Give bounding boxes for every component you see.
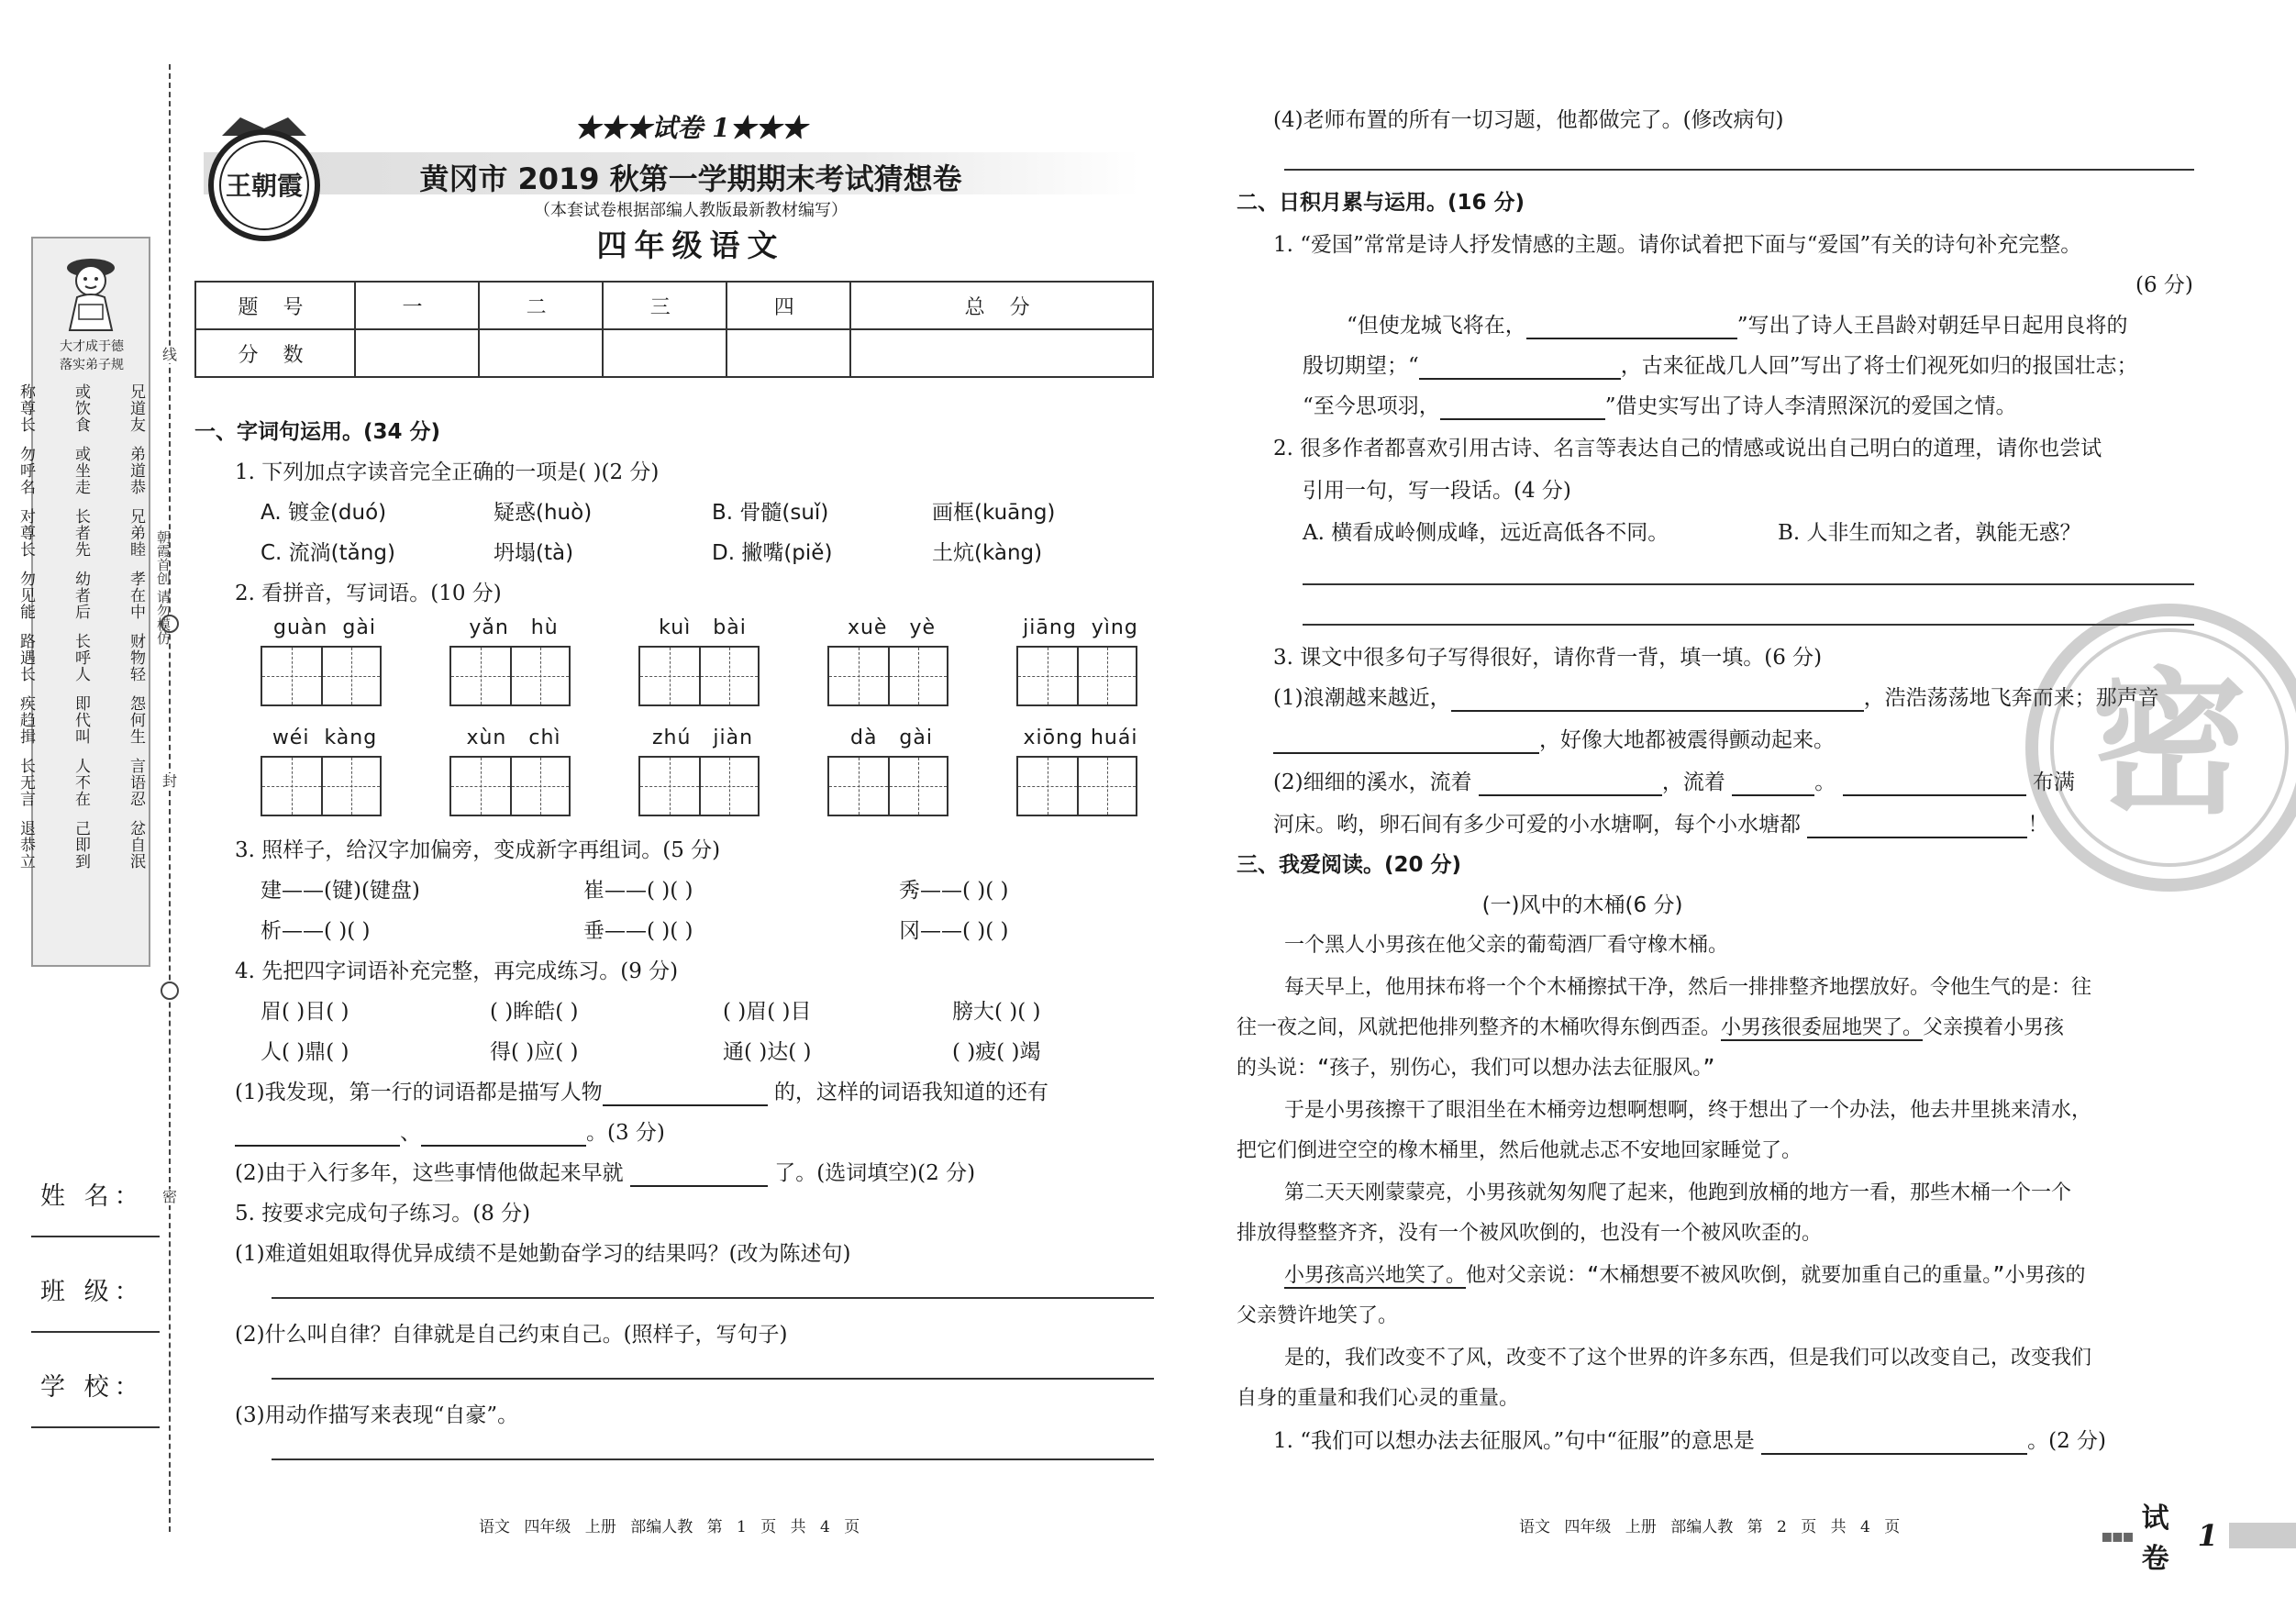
q4-idiom[interactable]: 眉( )目( )	[261, 1000, 349, 1024]
q1-option: 土炕(kàng)	[932, 541, 1043, 565]
pinyin-item[interactable]	[261, 726, 389, 816]
passage-line	[1284, 1262, 2086, 1290]
tianzige-box[interactable]	[449, 756, 571, 816]
answer-blank[interactable]	[1761, 1433, 2027, 1455]
passage-line: 自身的重量和我们心灵的重量。	[1237, 1387, 1520, 1410]
tianzige-box[interactable]	[638, 646, 760, 706]
tianzige-box[interactable]	[827, 756, 948, 816]
answer-line[interactable]	[1303, 583, 2194, 585]
corner-tag-bar	[2229, 1523, 2296, 1548]
tianzige-box[interactable]	[827, 646, 948, 706]
motto-phrase: 人不在	[72, 758, 90, 807]
tianzige-cell[interactable]	[262, 648, 321, 704]
passage-line	[1237, 1015, 2064, 1042]
q1-option: 坍塌(tà)	[494, 541, 574, 565]
tianzige-cell[interactable]	[1077, 758, 1136, 815]
passage-line: 一个黑人小男孩在他父亲的葡萄酒厂看守橡木桶。	[1284, 934, 1729, 957]
table-cell: 二	[479, 282, 603, 329]
motto-phrase: 弟道恭	[127, 446, 145, 495]
underlined-sentence: 小男孩高兴地笑了。	[1284, 1264, 1467, 1287]
answer-blank[interactable]	[603, 1084, 768, 1106]
copyright-note: 朝霞首创 请勿模仿	[155, 529, 172, 645]
answer-blank[interactable]	[1440, 398, 1605, 420]
tianzige-cell[interactable]	[262, 758, 321, 815]
tianzige-cell[interactable]	[321, 648, 380, 704]
poem-text: “但使龙城飞将在，	[1347, 314, 1526, 338]
recite-text: (2)细细的溪水，流着	[1273, 771, 1472, 794]
tianzige-cell[interactable]	[640, 758, 699, 815]
motto-phrase: 路遇长	[17, 633, 35, 682]
motto-phrase: 言语忍	[127, 758, 145, 807]
motto-phrase: 或坐走	[72, 446, 90, 495]
passage-line: 是的，我们改变不了风，改变不了这个世界的许多东西，但是我们可以改变自己，改变我们	[1284, 1347, 2092, 1370]
secret-seal-watermark	[2023, 601, 2296, 894]
footer-right: 语文 四年级 上册 部编人教 第 2 页 共 4 页	[1519, 1518, 1901, 1536]
motto-phrase: 疾趋揖	[17, 695, 35, 745]
pinyin-label: xuè yè	[847, 616, 937, 639]
binding-label-feng: 封	[158, 773, 182, 790]
pinyin-item[interactable]	[449, 616, 578, 706]
section1-title: 一、字词句运用。(34 分)	[194, 420, 441, 444]
q3-item[interactable]: 冈——( )( )	[899, 919, 1009, 943]
answer-line[interactable]	[272, 1297, 1154, 1299]
q1-option: 画框(kuāng)	[932, 501, 1056, 525]
q4-sub1	[235, 1079, 1048, 1106]
tianzige-box[interactable]	[638, 756, 760, 816]
class-label: 班 级：	[40, 1278, 145, 1306]
q4-sub1-cont	[235, 1119, 665, 1147]
passage-text: 他对父亲说：“木桶想要不被风吹倒，就要加重自己的重量。”小男孩的	[1466, 1264, 2086, 1287]
school-label: 学 校：	[40, 1373, 145, 1402]
pinyin-item[interactable]	[638, 726, 767, 816]
motto-phrase: 财物轻	[127, 633, 145, 682]
q1-stem: 1. 下列加点字读音完全正确的一项是( )(2 分)	[235, 460, 660, 484]
s2-q3-line4	[1273, 811, 2048, 838]
q5-sentence4: (4)老师布置的所有一切习题，他都做完了。(修改病句)	[1273, 108, 1784, 132]
q4-idiom[interactable]: 膀大( )( )	[952, 1000, 1041, 1024]
binding-hole	[161, 981, 179, 1000]
q4-sub2-text: 了。(选词填空)(2 分)	[774, 1161, 976, 1185]
grade-title: 四年级语文	[596, 227, 785, 263]
tianzige-cell[interactable]	[321, 758, 380, 815]
poem-text: 殷切期望；“	[1303, 354, 1419, 378]
pinyin-label: xiōng huái	[1023, 726, 1138, 749]
s2-q1-line2	[1303, 352, 2138, 380]
s3-q1-text: 。(2 分)	[2027, 1429, 2106, 1453]
pinyin-label: kuì bài	[659, 616, 747, 639]
s2-q2-optionA[interactable]: A. 横看成岭侧成峰，远近高低各不同。	[1303, 521, 1669, 545]
tianzige-cell[interactable]	[451, 758, 510, 815]
table-cell: 四	[727, 282, 850, 329]
score-table	[194, 281, 1154, 378]
s2-q3-line3	[1273, 769, 2075, 796]
answer-blank[interactable]	[630, 1165, 768, 1187]
q4-sub1-text: 。(3 分)	[586, 1121, 665, 1145]
q4-sub1-text: (1)我发现，第一行的词语都是描写人物	[235, 1081, 603, 1104]
section2-title: 二、日积月累与运用。(16 分)	[1237, 191, 1525, 215]
answer-blank[interactable]	[1807, 816, 2027, 838]
tianzige-box[interactable]	[261, 646, 382, 706]
pinyin-item[interactable]	[638, 616, 767, 706]
score-input-cell[interactable]	[727, 329, 850, 377]
passage-line: 于是小男孩擦干了眼泪坐在木桶旁边想啊想啊，终于想出了一个办法，他去井里挑来清水，	[1284, 1099, 2092, 1122]
table-cell: 总 分	[850, 282, 1153, 329]
s2-q1-score: (6 分)	[2135, 273, 2193, 297]
school-field[interactable]	[31, 1367, 160, 1428]
q3-item: 建——(键)(键盘)	[261, 879, 420, 903]
poem-text: “至今思项羽，	[1303, 394, 1440, 418]
pinyin-item[interactable]	[449, 726, 578, 816]
q5-sentence1: (1)难道姐姐取得优异成绩不是她勤奋学习的结果吗？(改为陈述句)	[235, 1242, 851, 1266]
answer-blank[interactable]	[1419, 358, 1621, 380]
paper-tag: ★★★试卷 1★★★	[574, 113, 807, 143]
passage-text: 父亲摸着小男孩	[1923, 1016, 2065, 1039]
answer-line[interactable]	[272, 1458, 1154, 1460]
tianzige-cell[interactable]	[640, 648, 699, 704]
sub-title: （本套试卷根据部编人教版最新教材编写）	[534, 201, 848, 220]
corner-tag-text: 试卷	[2141, 1503, 2169, 1575]
motto-phrase: 勿呼名	[17, 446, 35, 495]
poem-text: ，古来征战几人回”写出了将士们视死如归的报国壮志；	[1620, 354, 2138, 378]
score-table-header-row	[195, 282, 1153, 329]
passage-text: 往一夜之间，风就把他排列整齐的木桶吹得东倒西歪。	[1237, 1016, 1722, 1039]
poem-text: ”写出了诗人王昌龄对朝廷早日起用良将的	[1736, 314, 2128, 338]
s2-q1-stem: 1. “爱国”常常是诗人抒发情感的主题。请你试着把下面与“爱国”有关的诗句补充完整。	[1273, 233, 2082, 257]
q1-option: 疑惑(huò)	[494, 501, 593, 525]
q3-item[interactable]: 秀——( )( )	[899, 879, 1009, 903]
passage-line: 排放得整整齐齐，没有一个被风吹倒的，也没有一个被风吹歪的。	[1237, 1222, 1823, 1245]
q1-option[interactable]: C. 流淌(tǎng)	[261, 541, 395, 565]
q4-idiom[interactable]: ( )疲( )竭	[952, 1040, 1041, 1064]
s3-q1	[1273, 1427, 2106, 1455]
tianzige-cell[interactable]	[451, 648, 510, 704]
table-cell: 三	[603, 282, 727, 329]
answer-line[interactable]	[272, 1378, 1154, 1380]
pinyin-label: yǎn hù	[469, 616, 559, 639]
pinyin-label: xùn chì	[466, 726, 561, 749]
passage-line: 第二天天刚蒙蒙亮，小男孩就匆匆爬了起来，他跑到放桶的地方一看，那些木桶一个一个	[1284, 1181, 2072, 1204]
score-table-score-row	[195, 329, 1153, 377]
answer-blank[interactable]	[1843, 774, 2026, 796]
answer-blank[interactable]	[1526, 317, 1737, 339]
class-field[interactable]	[31, 1271, 160, 1333]
binding-label-mi: 密	[158, 1189, 182, 1205]
name-line[interactable]	[31, 1236, 160, 1237]
pinyin-label: jiāng yìng	[1023, 616, 1138, 639]
motto-column	[90, 383, 145, 882]
motto-column	[35, 383, 90, 882]
recite-text: 。	[1814, 771, 1836, 794]
passage-line: 把它们倒进空空的橡木桶里，然后他就忐忑不安地回家睡觉了。	[1237, 1139, 1802, 1162]
q1-option[interactable]: A. 镀金(duó)	[261, 501, 387, 525]
motto-phrase: 称尊长	[17, 383, 35, 433]
passage-line: 父亲赞许地笑了。	[1237, 1304, 1399, 1327]
tianzige-cell[interactable]	[1018, 648, 1077, 704]
motto-phrase: 兄弟睦	[127, 508, 145, 558]
table-cell: 题 号	[195, 282, 355, 329]
motto-phrase: 己即到	[72, 820, 90, 870]
underlined-sentence: 小男孩很委屈地哭了。	[1721, 1016, 1924, 1039]
s2-q2-optionB[interactable]: B. 人非生而知之者，孰能无惑？	[1778, 521, 2081, 545]
motto-text	[17, 383, 145, 882]
section3-title: 三、我爱阅读。(20 分)	[1237, 853, 1462, 877]
q5-sentence2: (2)什么叫自律？自律就是自己约束自己。(照样子，写句子)	[235, 1323, 788, 1347]
passage-title: (一)风中的木桶(6 分)	[1481, 893, 1683, 917]
recite-text: ！	[2027, 813, 2049, 837]
motto-phrase: 或饮食	[72, 383, 90, 433]
motto-caption-line: 落实弟子规	[60, 358, 124, 372]
name-field[interactable]	[31, 1176, 160, 1237]
binding-label-xian: 线	[158, 347, 182, 363]
q4-stem: 4. 先把四字词语补充完整，再完成练习。(9 分)	[235, 959, 679, 983]
q4-sub2-text: (2)由于入行多年，这些事情他做起来早就	[235, 1161, 624, 1185]
logo-text: 王朝霞	[225, 171, 304, 201]
q4-idiom[interactable]: 得( )应( )	[490, 1040, 579, 1064]
footer-left: 语文 四年级 上册 部编人教 第 1 页 共 4 页	[479, 1518, 860, 1536]
tianzige-cell[interactable]	[829, 648, 888, 704]
tianzige-cell[interactable]	[888, 758, 947, 815]
pinyin-label: zhú jiàn	[651, 726, 754, 749]
answer-blank[interactable]	[1732, 774, 1814, 796]
answer-blank[interactable]	[1451, 690, 1864, 712]
tianzige-box[interactable]	[1016, 756, 1137, 816]
tianzige-cell[interactable]	[1077, 648, 1136, 704]
q4-idiom[interactable]: 人( )鼎( )	[261, 1040, 349, 1064]
recite-text: 河床。哟，卵石间有多少可爱的小水塘啊，每个小水塘都	[1273, 813, 1801, 837]
q3-stem: 3. 照样子，给汉字加偏旁，变成新字再组词。(5 分)	[235, 838, 721, 862]
passage-line: 每天早上，他用抹布将一个个木桶擦拭干净，然后一排排整齐地摆放好。令他生气的是：往	[1284, 976, 2092, 999]
answer-blank[interactable]	[235, 1125, 400, 1147]
q4-sub2	[235, 1159, 975, 1187]
s3-q1-text: 1. “我们可以想办法去征服风。”句中“征服”的意思是	[1273, 1429, 1755, 1453]
pinyin-label: guàn gài	[273, 616, 376, 639]
motto-phrase: 长呼人	[72, 633, 90, 682]
q1-option[interactable]: D. 撇嘴(piě)	[712, 541, 833, 565]
motto-phrase: 长者先	[72, 508, 90, 558]
tianzige-cell[interactable]	[699, 648, 758, 704]
s2-q3-stem: 3. 课文中很多句子写得很好，请你背一背，填一填。(6 分)	[1273, 646, 1823, 670]
recite-text: ，浩浩荡荡地飞奔而来；那声音	[1863, 686, 2159, 710]
school-line[interactable]	[31, 1426, 160, 1428]
pinyin-item[interactable]	[1016, 726, 1145, 816]
tianzige-cell[interactable]	[888, 648, 947, 704]
name-label: 姓 名：	[40, 1182, 145, 1211]
answer-blank[interactable]	[1273, 732, 1539, 754]
motto-phrase: 忿自泯	[127, 820, 145, 870]
s2-q1-line1	[1347, 312, 2128, 339]
q4-sub1-sep: 、	[400, 1121, 421, 1145]
score-input-cell[interactable]	[355, 329, 479, 377]
pinyin-item[interactable]	[261, 616, 389, 706]
recite-text: (1)浪潮越来越近，	[1273, 686, 1451, 710]
s2-q1-line3	[1303, 393, 2017, 420]
motto-caption-line: 大才成于德	[60, 339, 124, 354]
q5-sentence3: (3)用动作描写来表现“自豪”。	[235, 1403, 519, 1427]
motto-phrase: 孝在中	[127, 571, 145, 620]
motto-phrase: 幼者后	[72, 571, 90, 620]
motto-caption	[37, 338, 147, 374]
table-cell: 一	[355, 282, 479, 329]
tianzige-cell[interactable]	[510, 648, 569, 704]
pinyin-item[interactable]	[827, 726, 956, 816]
motto-column	[0, 383, 35, 882]
answer-blank[interactable]	[421, 1125, 586, 1147]
passage-line: 的头说：“孩子，别伤心，我们可以想办法去征服风。”	[1237, 1057, 1715, 1080]
q3-item[interactable]: 垂——( )( )	[583, 919, 693, 943]
score-input-cell[interactable]	[850, 329, 1153, 377]
answer-line[interactable]	[1284, 169, 2194, 171]
q2-stem: 2. 看拼音，写词语。(10 分)	[235, 582, 502, 605]
pinyin-label: dà gài	[850, 726, 933, 749]
q1-option[interactable]: B. 骨髓(suǐ)	[712, 501, 829, 525]
motto-phrase: 对尊长	[17, 508, 35, 558]
s2-q3-line2	[1273, 726, 1835, 754]
tianzige-box[interactable]	[261, 756, 382, 816]
class-line[interactable]	[31, 1331, 160, 1333]
corner-tag-number: 1	[2197, 1518, 2218, 1553]
tianzige-cell[interactable]	[829, 758, 888, 815]
q3-item[interactable]: 析——( )( )	[261, 919, 371, 943]
main-title: 黄冈市 2019 秋第一学期期末考试猜想卷	[419, 161, 962, 196]
motto-phrase: 即代叫	[72, 695, 90, 745]
q5-stem: 5. 按要求完成句子练习。(8 分)	[235, 1202, 531, 1225]
recite-text: 布满	[2032, 771, 2075, 794]
pinyin-item[interactable]	[827, 616, 956, 706]
decorative-squares-icon: ▪▪▪	[2101, 1525, 2133, 1547]
q4-idiom[interactable]: ( )眉( )目	[723, 1000, 812, 1024]
tianzige-cell[interactable]	[699, 758, 758, 815]
tianzige-cell[interactable]	[1018, 758, 1077, 815]
motto-panel	[17, 237, 150, 967]
motto-phrase: 兄道友	[127, 383, 145, 433]
table-cell: 分 数	[195, 329, 355, 377]
pinyin-item[interactable]	[1016, 616, 1145, 706]
answer-blank[interactable]	[1479, 774, 1662, 796]
corner-paper-tag	[2101, 1495, 2296, 1576]
score-input-cell[interactable]	[479, 329, 603, 377]
q4-idiom[interactable]: ( )眸皓( )	[490, 1000, 579, 1024]
motto-phrase: 退恭立	[17, 820, 35, 870]
q4-sub1-text: 的，这样的词语我知道的还有	[773, 1081, 1048, 1104]
tianzige-box[interactable]	[1016, 646, 1137, 706]
pinyin-label: wéi kàng	[272, 726, 378, 749]
binding-dashed-line	[169, 64, 171, 1532]
tianzige-box[interactable]	[449, 646, 571, 706]
seal-text: 密	[2091, 654, 2248, 836]
s2-q2-line2: 引用一句，写一段话。(4 分)	[1303, 479, 1571, 503]
s2-q2-line1: 2. 很多作者都喜欢引用古诗、名言等表达自己的情感或说出自己明白的道理，请你也尝试	[1273, 437, 2102, 460]
q3-item[interactable]: 崔——( )( )	[583, 879, 693, 903]
recite-text: ，好像大地都被震得颤动起来。	[1539, 728, 1835, 752]
score-input-cell[interactable]	[603, 329, 727, 377]
motto-phrase: 长无言	[17, 758, 35, 807]
tianzige-cell[interactable]	[510, 758, 569, 815]
q4-idiom[interactable]: 通( )达( )	[723, 1040, 812, 1064]
motto-phrase: 怨何生	[127, 695, 145, 745]
motto-phrase: 勿见能	[17, 571, 35, 620]
recite-text: ，流着	[1661, 771, 1725, 794]
poem-text: ”借史实写出了诗人李清照深沉的爱国之情。	[1604, 394, 2017, 418]
